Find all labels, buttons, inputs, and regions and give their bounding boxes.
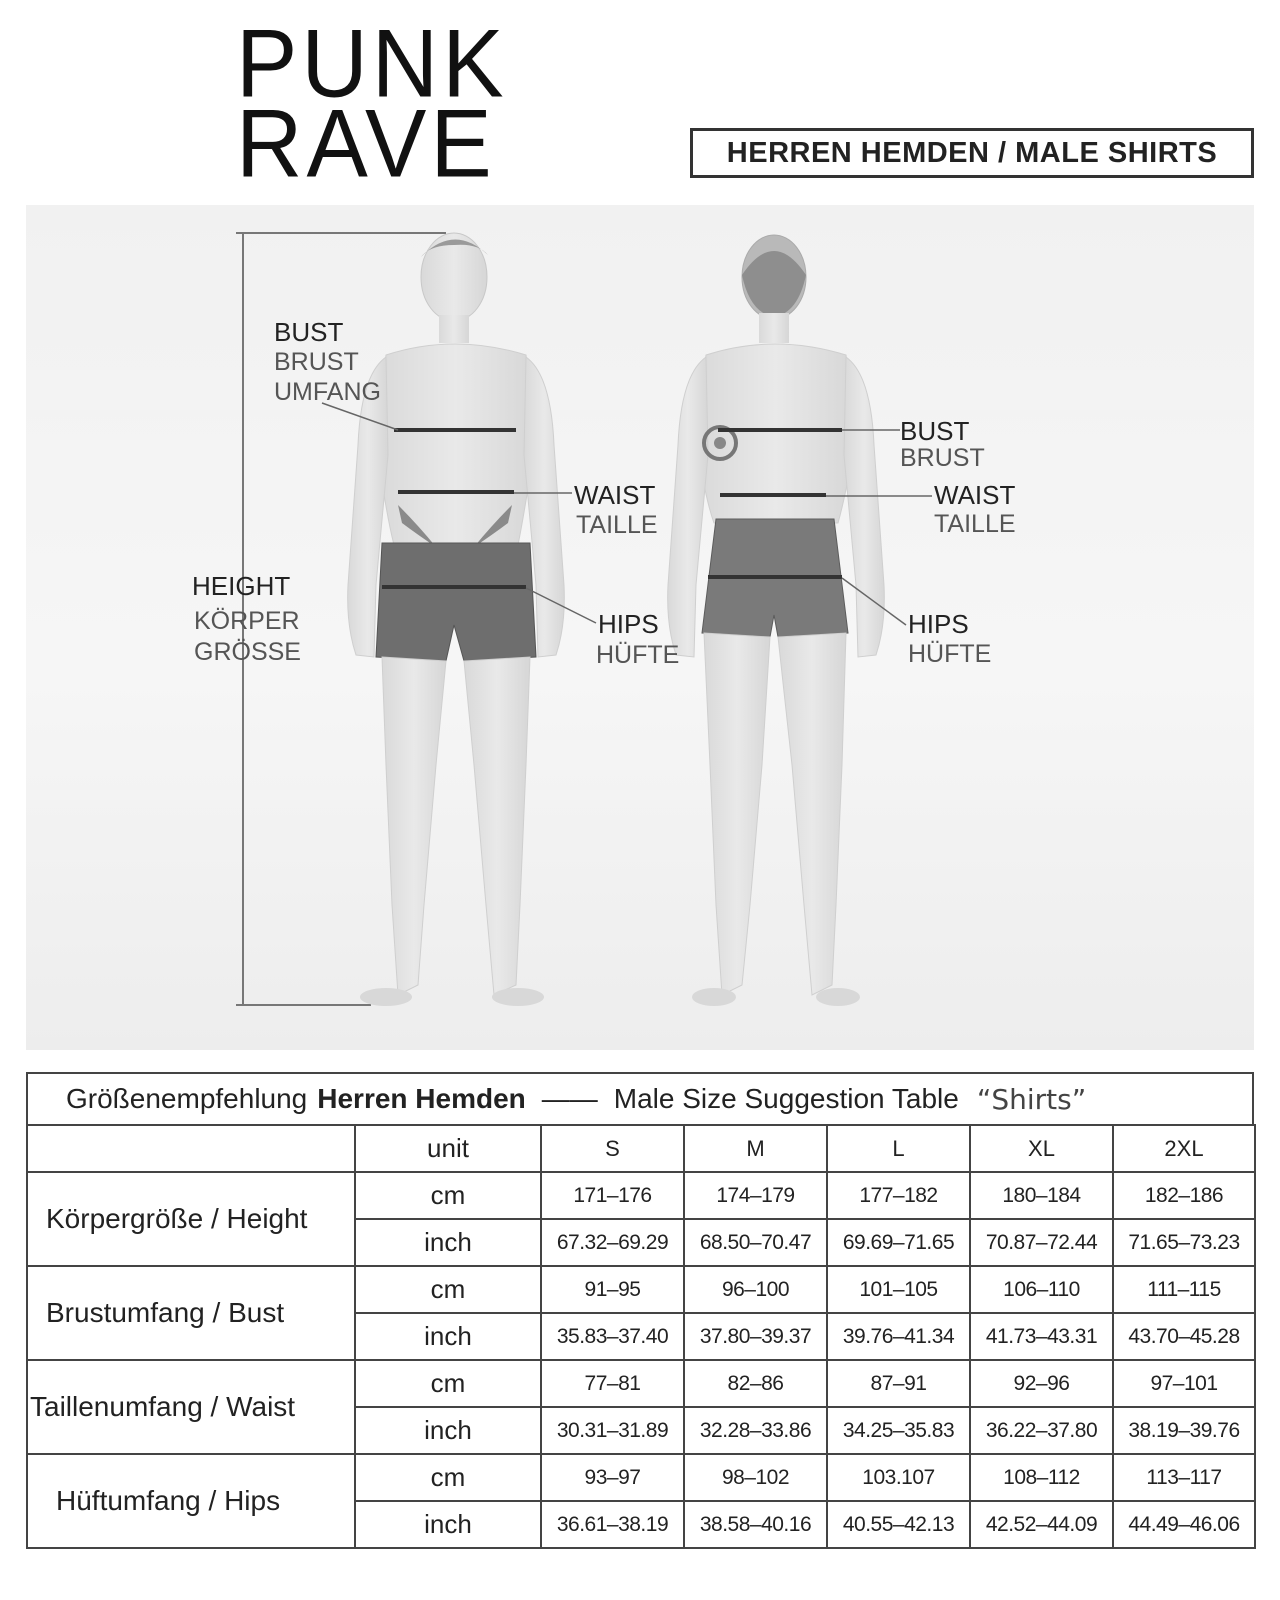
punk-rave-logo — [236, 10, 508, 198]
size-table-title — [26, 1072, 1254, 1124]
unit-inch: inch — [355, 1407, 541, 1454]
table-cell: 97–101 — [1113, 1360, 1255, 1407]
size-header-xl: XL — [970, 1125, 1113, 1172]
table-cell: 82–86 — [684, 1360, 827, 1407]
back-waist-label: WAIST — [934, 480, 1016, 510]
size-header-l: L — [827, 1125, 970, 1172]
front-waist-label: WAIST — [574, 480, 656, 510]
height-de-label-1: KÖRPER — [194, 607, 300, 635]
back-hips-label: HIPS — [908, 609, 969, 639]
logo-line-2: RAVE — [236, 90, 496, 198]
row-label-hips: Hüftumfang / Hips — [27, 1454, 355, 1548]
back-hips-de-label: HÜFTE — [908, 640, 992, 668]
unit-cm: cm — [355, 1266, 541, 1313]
unit-cm: cm — [355, 1360, 541, 1407]
table-cell: 67.32–69.29 — [541, 1219, 684, 1266]
front-bust-umfang-label: UMFANG — [274, 378, 381, 406]
table-cell: 68.50–70.47 — [684, 1219, 827, 1266]
table-cell: 38.58–40.16 — [684, 1501, 827, 1548]
size-table — [26, 1124, 1256, 1549]
unit-inch: inch — [355, 1313, 541, 1360]
table-title-dash: —— — [541, 1083, 598, 1114]
table-row — [27, 1172, 1255, 1219]
height-label: HEIGHT — [192, 571, 291, 601]
table-cell: 44.49–46.06 — [1113, 1501, 1255, 1548]
logo-line-1: PUNK — [236, 10, 508, 118]
table-cell: 37.80–39.37 — [684, 1313, 827, 1360]
front-bust-label: BUST — [274, 317, 344, 347]
table-header-row — [27, 1125, 1255, 1172]
unit-cm: cm — [355, 1454, 541, 1501]
row-label-height: Körpergröße / Height — [27, 1172, 355, 1266]
table-cell: 91–95 — [541, 1266, 684, 1313]
height-de-label-2: GRÖSSE — [194, 638, 301, 666]
unit-inch: inch — [355, 1501, 541, 1548]
table-cell: 35.83–37.40 — [541, 1313, 684, 1360]
measurement-figure — [26, 205, 1254, 1050]
table-cell: 171–176 — [541, 1172, 684, 1219]
table-row — [27, 1266, 1255, 1313]
table-cell: 70.87–72.44 — [970, 1219, 1113, 1266]
table-cell: 41.73–43.31 — [970, 1313, 1113, 1360]
table-cell: 174–179 — [684, 1172, 827, 1219]
table-cell: 36.22–37.80 — [970, 1407, 1113, 1454]
table-cell: 87–91 — [827, 1360, 970, 1407]
table-cell: 34.25–35.83 — [827, 1407, 970, 1454]
unit-header: unit — [355, 1125, 541, 1172]
row-label-waist: Taillenumfang / Waist — [27, 1360, 355, 1454]
table-cell: 111–115 — [1113, 1266, 1255, 1313]
table-cell: 40.55–42.13 — [827, 1501, 970, 1548]
table-cell: 96–100 — [684, 1266, 827, 1313]
table-cell: 77–81 — [541, 1360, 684, 1407]
front-hips-label: HIPS — [598, 609, 659, 639]
table-cell: 177–182 — [827, 1172, 970, 1219]
table-cell: 32.28–33.86 — [684, 1407, 827, 1454]
size-header-2xl: 2XL — [1113, 1125, 1255, 1172]
unit-inch: inch — [355, 1219, 541, 1266]
table-cell: 36.61–38.19 — [541, 1501, 684, 1548]
table-cell: 182–186 — [1113, 1172, 1255, 1219]
unit-cm: cm — [355, 1172, 541, 1219]
back-waist-de-label: TAILLE — [934, 510, 1016, 538]
table-cell: 106–110 — [970, 1266, 1113, 1313]
table-cell: 30.31–31.89 — [541, 1407, 684, 1454]
back-bust-label: BUST — [900, 416, 970, 446]
table-cell: 92–96 — [970, 1360, 1113, 1407]
table-cell: 71.65–73.23 — [1113, 1219, 1255, 1266]
table-row — [27, 1360, 1255, 1407]
empty-header-cell — [27, 1125, 355, 1172]
table-row — [27, 1454, 1255, 1501]
table-cell: 180–184 — [970, 1172, 1113, 1219]
table-cell: 43.70–45.28 — [1113, 1313, 1255, 1360]
table-title-de: Größenempfehlung — [66, 1083, 308, 1114]
table-title-en: Male Size Suggestion Table — [613, 1083, 959, 1114]
back-figure — [668, 235, 932, 1006]
front-bust-de-label: BRUST — [274, 348, 359, 376]
front-figure — [322, 233, 596, 1006]
back-bust-de-label: BRUST — [900, 444, 985, 472]
size-header-m: M — [684, 1125, 827, 1172]
size-header-s: S — [541, 1125, 684, 1172]
table-cell: 103.107 — [827, 1454, 970, 1501]
table-cell: 98–102 — [684, 1454, 827, 1501]
table-cell: 108–112 — [970, 1454, 1113, 1501]
table-cell: 39.76–41.34 — [827, 1313, 970, 1360]
front-hips-de-label: HÜFTE — [596, 641, 680, 669]
front-waist-de-label: TAILLE — [576, 511, 658, 539]
table-cell: 69.69–71.65 — [827, 1219, 970, 1266]
category-header: HERREN HEMDEN / MALE SHIRTS — [690, 128, 1254, 178]
table-title-quote: “Shirts” — [976, 1082, 1087, 1116]
row-label-bust: Brustumfang / Bust — [27, 1266, 355, 1360]
table-title-bold: Herren Hemden — [317, 1083, 526, 1114]
table-cell: 113–117 — [1113, 1454, 1255, 1501]
table-cell: 101–105 — [827, 1266, 970, 1313]
table-cell: 93–97 — [541, 1454, 684, 1501]
table-cell: 38.19–39.76 — [1113, 1407, 1255, 1454]
table-cell: 42.52–44.09 — [970, 1501, 1113, 1548]
